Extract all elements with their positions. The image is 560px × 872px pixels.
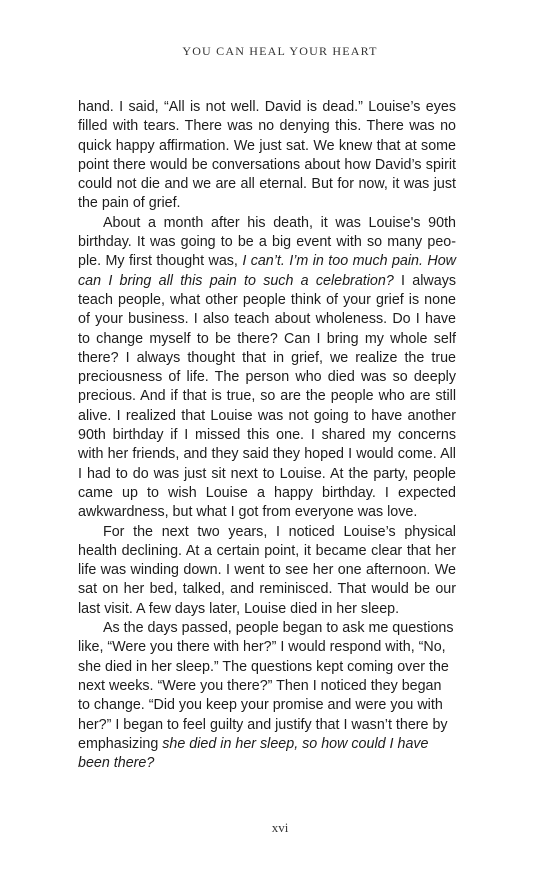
- italic-thought: I can’t. I’m in too much pain. How can I bring all this pain to such a celebration?: [78, 253, 456, 289]
- paragraph: [78, 523, 456, 619]
- paragraph-text: hand. I said, “All is not well. David is dead.” Louise’s eyes filled with tears. There was no denying this. There was no quick happy affirmation. We just sat. We knew that at some point there would be conversations about how David’s spirit could not die and we are all eternal. But for now, it was just the pain of grief.: [78, 99, 456, 212]
- paragraph-text: For the next two years, I noticed Louise’s physical health declining. At a certain point, it became clear that her life was winding down. I went to see her one afternoon. We sat on her bed, talked, and reminisced. That would be our last visit. A few days later, Louise died in her sleep.: [78, 523, 456, 617]
- paragraph-text: I always teach people, what other people think of your grief is none of your business. I also teach about wholeness. Do I have to change myself to be there? Can I bring my whole self there? I always thought that in grief, we realize the true preciousness of life. The person who died was so deeply precious. And if that is true, so are the people who are still alive. I realized that Louise was not going to have another 90th birthday if I missed this one. I shared my concerns with her friends, and they said they hoped I would come. All I had to do was just sit next to Louise. At the party, people came up to wish Louise a happy birthday. I expected awkwardness, but what I got from everyone was love.: [78, 272, 456, 521]
- italic-thought: she died in her sleep, so how could I have been there?: [78, 735, 429, 772]
- paragraph-text: As the days passed, people began to ask me questions like, “Were you there with her?” I would respond with, “No, she died in her sleep.” The questions kept coming over the next weeks. “Were you there?” Then I noticed they began to change. “Did you keep your promise and were you with her?” I began to feel guilty and justify that I wasn’t there by emphasizing: [78, 620, 454, 752]
- body-text: [78, 98, 456, 773]
- page-number: xvi: [271, 820, 289, 835]
- paragraph: [78, 98, 456, 214]
- paragraph-text: About a month after his death, it was Louise's 90th birthday. It was going to be a big event with so many people. My first thought was,: [78, 214, 456, 270]
- paragraph: [78, 619, 456, 773]
- paragraph: [78, 214, 456, 523]
- running-head: YOU CAN HEAL YOUR HEART: [182, 44, 378, 58]
